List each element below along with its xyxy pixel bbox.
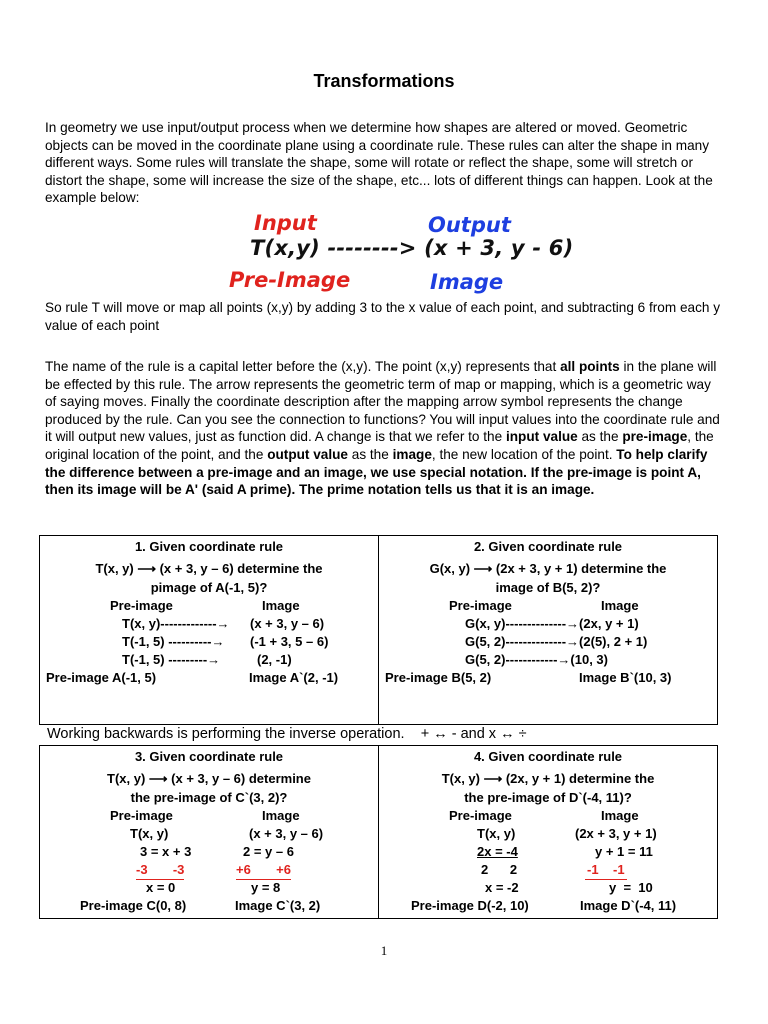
example-1-footer-image: Image A`(2, -1) xyxy=(249,670,339,685)
example-4-box xyxy=(379,746,718,919)
example-4-footer-pre-image: Pre-image D(-2, 10) xyxy=(411,898,529,913)
example-4-header-pre-image: Pre-image xyxy=(449,808,512,823)
notation-bold-pre-image: pre-image xyxy=(622,429,688,445)
example-1-row-3-right: (2, -1) xyxy=(257,652,292,667)
working-backwards-text: Working backwards is performing the inverse operation. xyxy=(47,726,405,742)
example-2-footer-pre-image: Pre-image B(5, 2) xyxy=(385,670,492,685)
example-2-footer-image: Image B`(10, 3) xyxy=(579,670,672,685)
example-1-row-1-right: (x + 3, y – 6) xyxy=(250,616,325,631)
page-number: 1 xyxy=(380,943,388,958)
notation-bold-input-value: input value xyxy=(505,429,578,445)
example-2-header-pre-image: Pre-image xyxy=(449,598,512,613)
example-4-row-1-right: (2x + 3, y + 1) xyxy=(575,826,657,841)
example-3-footer-pre-image: Pre-image C(0, 8) xyxy=(80,898,187,913)
example-4-question-line-1: T(x, y) ⟶ (2x, y + 1) determine the xyxy=(441,771,655,786)
working-backwards-note xyxy=(47,726,527,742)
example-2-row-1: G(x, y)--------------→(2x, y + 1) xyxy=(465,616,639,631)
examples-table-bottom xyxy=(39,745,718,919)
example-4-question-line-2: the pre-image of D`(-4, 11)? xyxy=(464,790,632,805)
example-3-header-pre-image: Pre-image xyxy=(110,808,173,823)
example-3-box xyxy=(40,746,379,919)
example-2-question-line-2: image of B(5, 2)? xyxy=(495,580,601,595)
example-3-row-1-right: (x + 3, y – 6) xyxy=(249,826,324,841)
notation-paragraph xyxy=(45,358,725,499)
banner-pre-image-label: Pre-Image xyxy=(229,268,351,292)
example-4-footer-image: Image D`(-4, 11) xyxy=(580,898,677,913)
example-1-header-image: Image xyxy=(262,598,300,613)
example-4-row-4-right: y = 10 xyxy=(609,880,653,895)
example-4-row-2-left: 2x = -4 xyxy=(477,844,518,859)
example-2-row-2: G(5, 2)--------------→(2(5), 2 + 1) xyxy=(465,634,648,649)
banner-rule: T(x,y) --------> (x + 3, y - 6) xyxy=(250,236,574,260)
example-2-title: 2. Given coordinate rule xyxy=(473,539,623,554)
example-1-title: 1. Given coordinate rule xyxy=(134,539,284,554)
intro-paragraph: In geometry we use input/output process when we determine how shapes are altered or moved. Geometric objects can be moved in the coordinate plane using a coordinate rule. These rules can alter the shape in many different ways. Some rules will translate the shape, some will rotate or reflect the shape, some will stretch or distort the shape, some will increase the size of the shape, etc... lots of different things can happen. Look at the example below: xyxy=(45,120,713,206)
example-4-title: 4. Given coordinate rule xyxy=(473,749,623,764)
example-2-box xyxy=(379,536,718,725)
example-2-question-line-1: G(x, y) ⟶ (2x + 3, y + 1) determine the xyxy=(429,561,667,576)
notation-text-3: as the xyxy=(577,429,623,445)
example-1-row-1-left: T(x, y)-------------→ xyxy=(122,616,230,631)
example-1-footer-pre-image: Pre-image A(-1, 5) xyxy=(46,670,157,685)
notation-bold-output-value: output value xyxy=(267,446,348,462)
example-3-row-4-right: y = 8 xyxy=(251,880,281,895)
examples-table-top xyxy=(39,535,718,725)
example-3-row-2-right: 2 = y – 6 xyxy=(243,844,294,859)
example-3-row-4-left: x = 0 xyxy=(146,880,176,895)
rule-explanation-paragraph: So rule T will move or map all points (x,y) by adding 3 to the x value of each point, and subtracting 6 from each y value of each point xyxy=(45,300,721,333)
example-3-title: 3. Given coordinate rule xyxy=(134,749,284,764)
example-2-row-3: G(5, 2)------------→(10, 3) xyxy=(465,652,608,667)
example-3-question-line-1: T(x, y) ⟶ (x + 3, y – 6) determine xyxy=(107,771,311,786)
notation-text-5: as the xyxy=(348,446,393,462)
notation-text-2: in the plane will be effected by this rule. The arrow represents the geometric term of map or mapping, which is a geometric way of saying moves. Finally the coordinate description after the mapping arrow symbol represents the change produced by the rule. Can you see the connection to functions? You will input values into the coordinate rule and it will output new values, just as function did. A change is that we refer to the xyxy=(45,359,720,445)
example-1-row-2-right: (-1 + 3, 5 – 6) xyxy=(250,634,329,649)
example-4-row-2-right: y + 1 = 11 xyxy=(595,844,653,859)
example-1-box xyxy=(40,536,379,725)
example-1-row-3-left: T(-1, 5) ---------→ xyxy=(122,652,221,667)
notation-text-6: , the new location of the point. xyxy=(431,446,617,462)
example-4-row-4-left: x = -2 xyxy=(485,880,519,895)
example-4-row-3-right: -1 -1 xyxy=(585,861,627,880)
example-1-question-line-2: pimage of A(-1, 5)? xyxy=(150,580,268,595)
example-3-row-3-right: +6 +6 xyxy=(236,861,291,880)
example-1-question-line-1: T(x, y) ⟶ (x + 3, y – 6) determine the xyxy=(95,561,323,576)
example-1-header-pre-image: Pre-image xyxy=(110,598,173,613)
page-title: Transformations xyxy=(313,71,455,91)
example-3-footer-image: Image C`(3, 2) xyxy=(235,898,321,913)
example-3-row-1-left: T(x, y) xyxy=(130,826,169,841)
example-4-header-image: Image xyxy=(601,808,639,823)
banner-image-label: Image xyxy=(430,270,504,294)
example-4-row-1-left: T(x, y) xyxy=(477,826,516,841)
example-4-row-3-left: 2 2 xyxy=(481,862,518,877)
notation-bold-prime-note: To help clarify the difference between a pre-image and an image, we use special notation. If the pre-image is point A, then its image will be A' (said A prime). The prime notation tells us that it is an image. xyxy=(45,446,708,498)
notation-text-1: The name of the rule is a capital letter before the (x,y). The point (x,y) represents that xyxy=(45,359,561,374)
inverse-operations: + ↔ - and x ↔ ÷ xyxy=(420,726,527,742)
example-3-question-line-2: the pre-image of C`(3, 2)? xyxy=(130,790,288,805)
notation-bold-image: image xyxy=(392,446,432,462)
notation-text-4: , the original location of the point, and the xyxy=(45,429,714,462)
example-3-row-3-left: -3 -3 xyxy=(136,861,184,880)
notation-bold-all-points: all points xyxy=(560,359,620,374)
example-2-header-image: Image xyxy=(601,598,639,613)
banner-input-label: Input xyxy=(254,211,317,235)
example-1-row-2-left: T(-1, 5) ----------→ xyxy=(122,634,225,649)
example-3-header-image: Image xyxy=(262,808,300,823)
example-3-row-2-left: 3 = x + 3 xyxy=(140,844,192,859)
banner-output-label: Output xyxy=(428,213,511,237)
